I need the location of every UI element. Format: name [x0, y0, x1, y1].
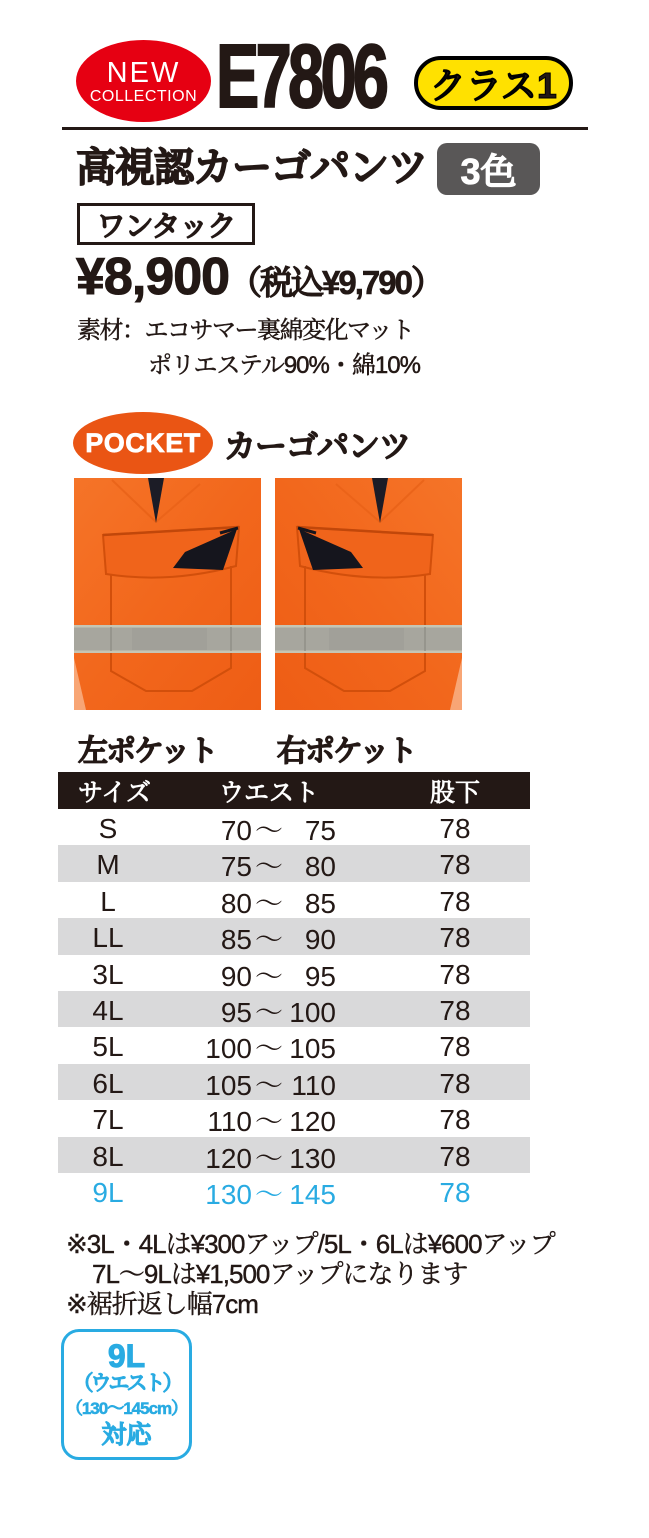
inseam-cell: 78: [439, 885, 471, 917]
inseam-cell: 78: [439, 958, 471, 990]
size-cell: LL: [92, 922, 124, 954]
waist-cell: 95 〜 100: [220, 996, 336, 1028]
price-tax-included: （税込¥9,790）: [229, 264, 442, 301]
waist-cell: 75 〜 80: [220, 851, 336, 883]
size-support-box: [61, 1329, 192, 1460]
new-collection-badge: [76, 40, 211, 122]
inseam-cell: 78: [439, 922, 471, 954]
support-box-waist-range: （130〜145cm）: [65, 1398, 188, 1418]
pocket-heading: カーゴパンツ: [224, 428, 411, 464]
pocket-photo-left: [74, 478, 261, 710]
support-box-suffix: 対応: [101, 1420, 152, 1449]
waist-cell: 105 〜 110: [205, 1069, 336, 1101]
pocket-photo-right: [275, 478, 462, 710]
waist-cell: 130 〜 145: [205, 1178, 336, 1210]
feature-badge: ワンタック: [77, 203, 255, 245]
waist-cell: 120 〜 130: [205, 1142, 336, 1174]
material-line1: 素材：エコサマー裏綿変化マット: [77, 317, 414, 344]
waist-cell: 85 〜 90: [220, 924, 336, 956]
inseam-cell: 78: [439, 1104, 471, 1136]
size-cell: 7L: [92, 1104, 124, 1136]
size-cell: 9L: [92, 1176, 124, 1208]
waist-cell: 80 〜 85: [220, 887, 336, 919]
inseam-cell: 78: [439, 1176, 471, 1208]
inseam-cell: 78: [439, 1031, 471, 1063]
inseam-cell: 78: [439, 1140, 471, 1172]
header-size: サイズ: [78, 778, 152, 807]
table-row: [58, 1064, 530, 1100]
size-cell: S: [98, 813, 118, 844]
header-divider: [62, 127, 588, 130]
table-row: [58, 1100, 530, 1136]
new-collection-badge-line1: NEW: [106, 56, 181, 89]
table-row: [58, 809, 530, 845]
size-table: [58, 772, 530, 1209]
inseam-cell: 78: [439, 849, 471, 881]
note-line: ※裾折返し幅7cm: [66, 1289, 258, 1319]
right-pocket-caption: 右ポケット: [277, 735, 416, 768]
pocket-badge: POCKET: [73, 412, 213, 474]
note-line: 7L〜9Lは¥1,500アップになります: [92, 1259, 468, 1289]
header-inseam: 股下: [429, 778, 480, 807]
inseam-cell: 78: [439, 994, 471, 1026]
header-waist: ウエスト: [218, 778, 319, 807]
size-table-header: [58, 772, 530, 809]
price-main: ¥8,900: [76, 248, 230, 306]
size-cell: 4L: [92, 994, 124, 1026]
size-cell: 5L: [92, 1031, 124, 1063]
page-title: 高視認カーゴパンツ: [76, 146, 427, 190]
material-line2: ポリエステル90%・綿10%: [148, 352, 420, 379]
support-box-size: 9L: [107, 1337, 146, 1374]
table-row: [58, 918, 530, 954]
table-row: [58, 1173, 530, 1209]
note-line: ※3L・4Lは¥300アップ/5L・6Lは¥600アップ: [66, 1229, 555, 1259]
size-cell: 3L: [92, 958, 124, 990]
price: [76, 248, 442, 306]
table-row: [58, 955, 530, 991]
new-collection-badge-line2: COLLECTION: [89, 87, 198, 105]
size-cell: 6L: [92, 1067, 124, 1099]
inseam-cell: 78: [439, 813, 471, 844]
inseam-cell: 78: [439, 1067, 471, 1099]
class-1-badge: クラス1: [414, 56, 573, 110]
waist-cell: 100 〜 105: [205, 1033, 336, 1065]
support-box-waist-label: （ウエスト）: [72, 1371, 181, 1395]
waist-cell: 70 〜 75: [220, 815, 336, 846]
notes: [66, 1229, 555, 1319]
table-row: [58, 1137, 530, 1173]
table-row: [58, 991, 530, 1027]
waist-cell: 90 〜 95: [220, 960, 336, 992]
product-code: E7806: [216, 27, 386, 127]
table-row: [58, 845, 530, 881]
left-pocket-caption: 左ポケット: [78, 735, 217, 768]
size-cell: 8L: [92, 1140, 124, 1172]
color-count-badge: 3色: [437, 143, 540, 195]
size-cell: M: [96, 849, 120, 881]
table-row: [58, 882, 530, 918]
size-table-body: [58, 809, 530, 1209]
waist-cell: 110 〜 120: [207, 1106, 336, 1138]
table-row: [58, 1027, 530, 1063]
size-cell: L: [100, 885, 116, 917]
